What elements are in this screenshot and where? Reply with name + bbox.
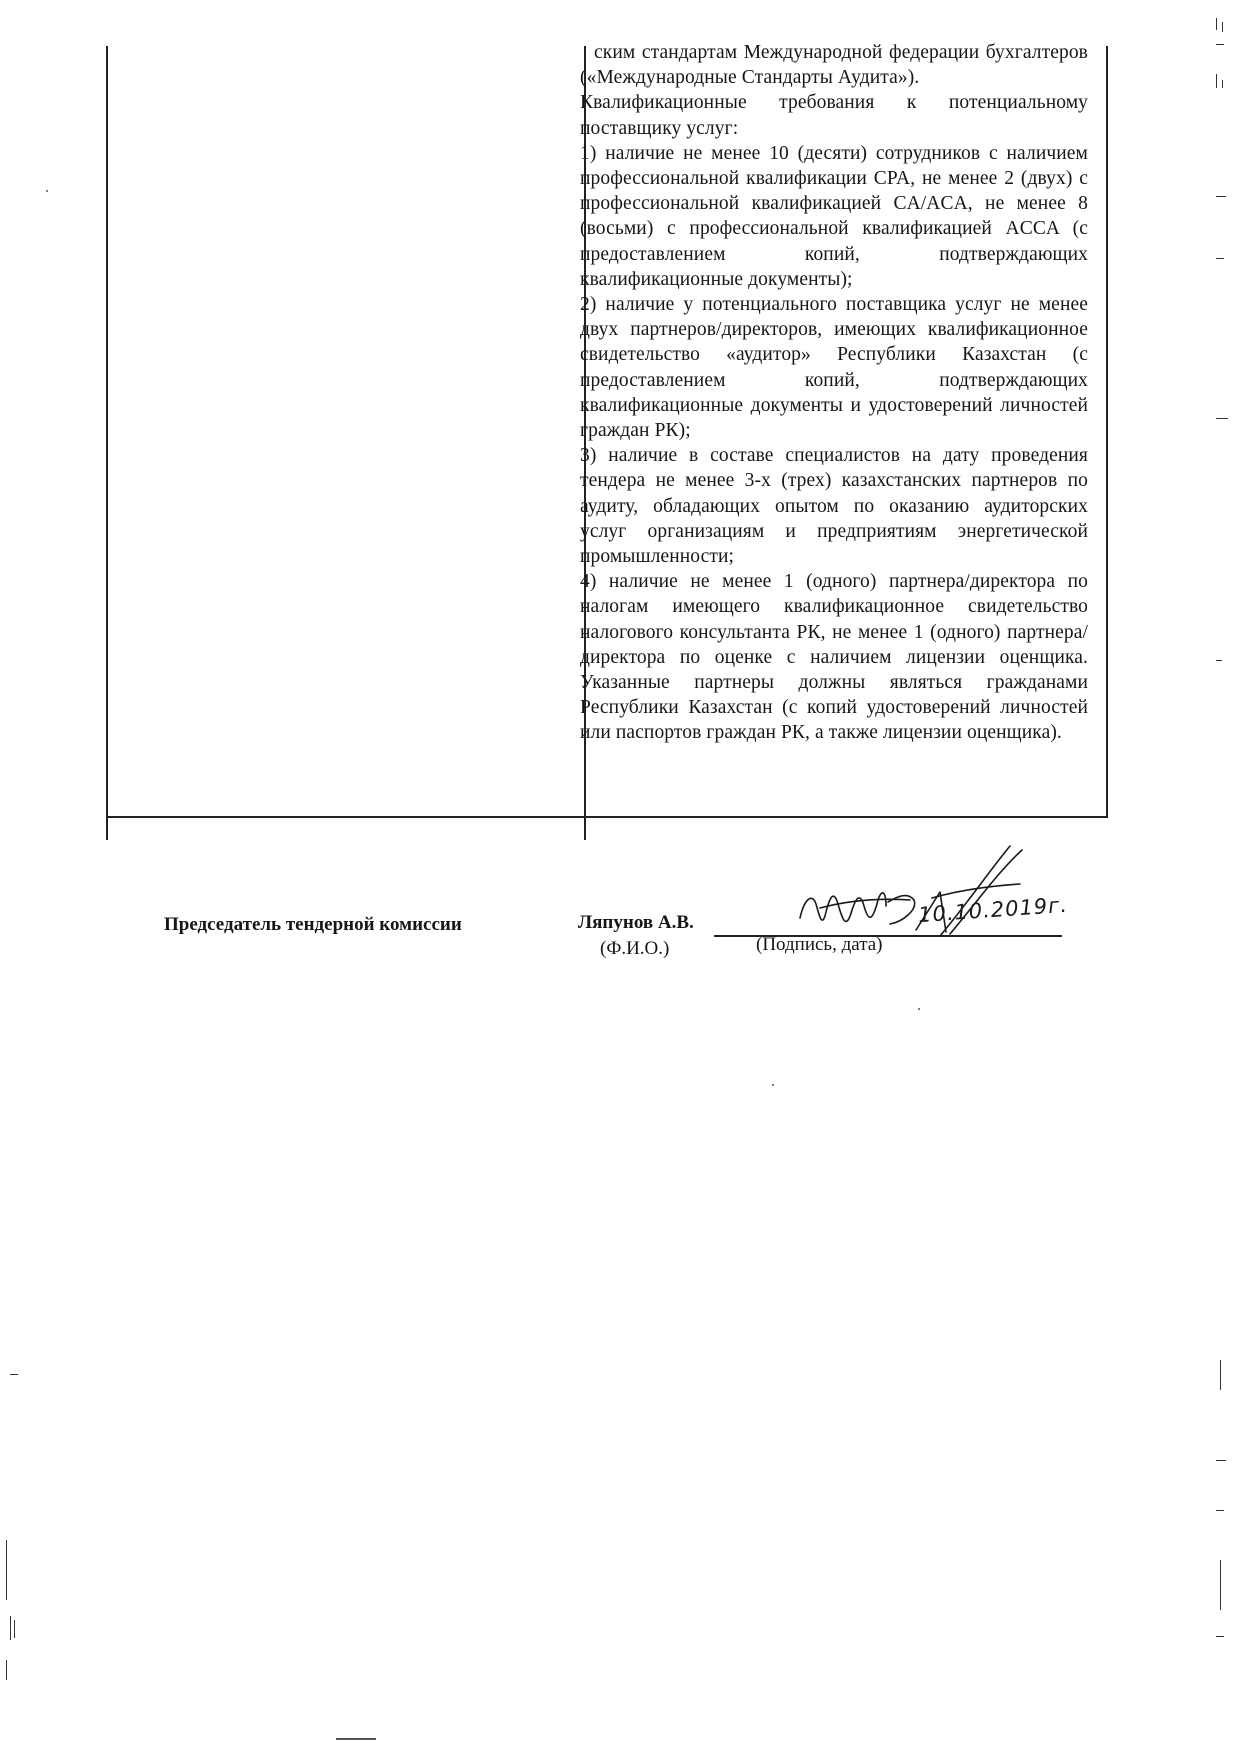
sign-date-label: (Подпись, дата) <box>756 934 883 955</box>
chairman-name: Ляпунов А.В. <box>578 912 694 933</box>
table-right-border <box>1106 46 1108 818</box>
handwritten-date: 10.10.2019г. <box>917 892 1069 928</box>
cell-paragraph-item-3: 3) наличие в составе специалистов на дату проведения тендера не менее 3-х (трех) казахстанских партнеров по аудиту, обладающих опытом по оказанию аудиторских услуг организациям и предприятиям энергетической промышленности; <box>580 445 1088 568</box>
scan-speck <box>336 1738 376 1740</box>
cell-paragraph-heading: Квалификационные требования к потенциальному поставщику услуг: <box>580 92 1088 139</box>
cell-paragraph-item-1: 1) наличие не менее 10 (десяти) сотрудников с наличием профессиональной квалификации CPA, не менее 2 (двух) с профессиональной квалификацией CA/ACA, не менее 8 (восьми) с профессиональной квалификацией ACCA (с предоставлением копий, подтверждающих квалификационные документы); <box>580 142 1088 290</box>
cell-paragraph-item-2: 2) наличие у потенциального поставщика услуг не менее двух партнеров/директоров, имеющих квалификационное свидетельство «аудитор» Республики Казахстан (с предоставлением копий, подтверждающих квалификационные документы и удостоверений личностей граждан РК); <box>580 294 1088 442</box>
table-left-border <box>106 46 108 840</box>
cell-paragraph-item-4: 4) наличие не менее 1 (одного) партнера/директора по налогам имеющего квалификационное свидетельство налогового консультанта РК, не менее 1 (одного) партнера/директора по оценке с наличием лицензии оценщика. Указанные партнеры должны являться гражданами Республики Казахстан (с копий удостоверений личностей или паспортов граждан РК, а также лицензии оценщика). <box>580 571 1088 744</box>
right-scan-margin <box>1216 0 1236 1754</box>
fio-label: (Ф.И.О.) <box>600 938 670 959</box>
qualification-requirements-cell <box>580 40 1088 746</box>
scan-speck <box>918 1008 920 1010</box>
signature-block <box>0 880 1240 1000</box>
table-bottom-border <box>106 816 1108 818</box>
scan-speck <box>772 1084 774 1086</box>
left-scan-margin <box>4 0 24 1754</box>
scan-speck <box>46 190 48 192</box>
cell-paragraph-standards: ским стандартам Международной федерации бухгалтеров («Международные Стандарты Аудита»). <box>580 42 1088 89</box>
chairman-role: Председатель тендерной комиссии <box>164 914 462 935</box>
